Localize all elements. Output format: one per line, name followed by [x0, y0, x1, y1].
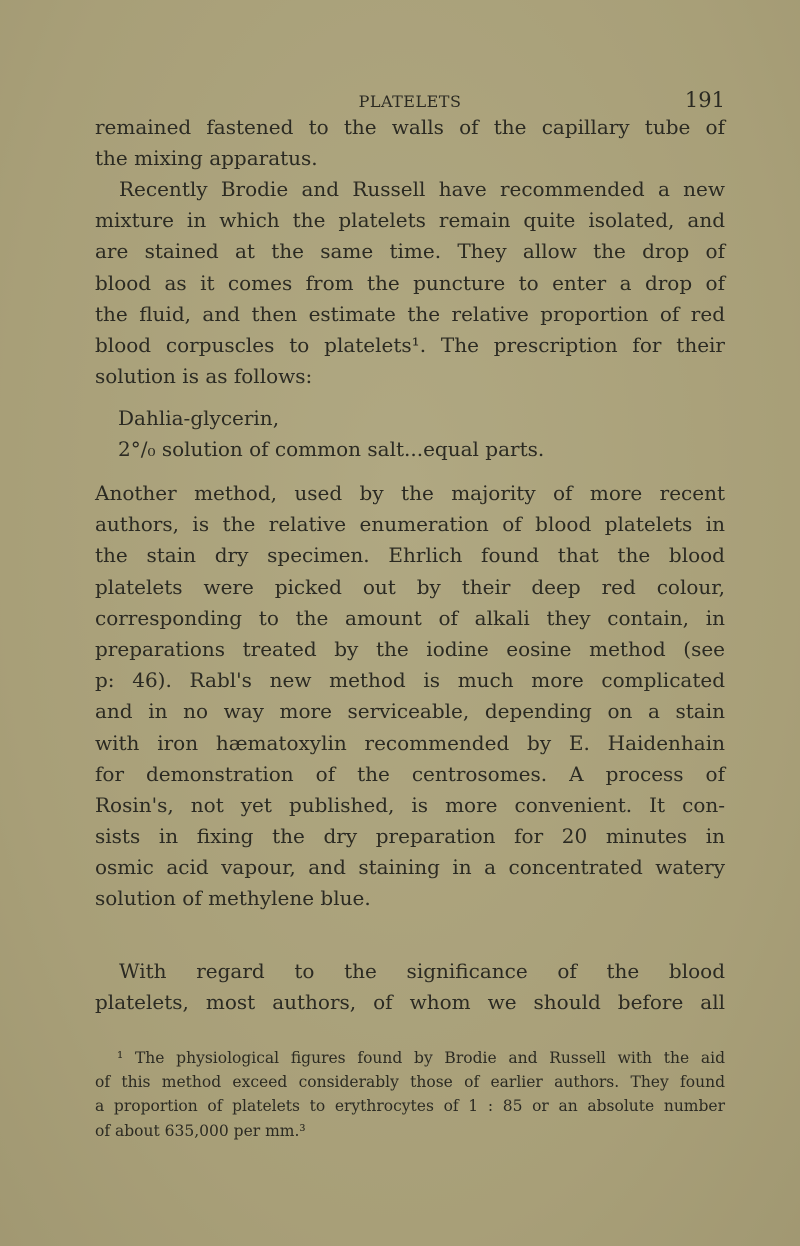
- paragraph: [95, 174, 725, 392]
- formula-block: [95, 403, 725, 465]
- paragraph: [95, 478, 725, 915]
- text-line: solution is as follows:: [95, 364, 313, 389]
- text-line: authors, is the relative enumeration of blood platelets in: [95, 512, 725, 537]
- text-line: for demonstration of the centrosomes. A process of: [95, 761, 725, 786]
- footnote-line: of about 635,000 per mm.³: [95, 1121, 306, 1140]
- text-line: mixture in which the platelets remain quite isolated, and: [95, 208, 725, 233]
- text-line: Rosin's, not yet published, is more convenient. It con-: [95, 792, 725, 817]
- text-line: 2°/₀ solution of common salt...equal parts.: [118, 437, 545, 462]
- text-line: With regard to the significance of the blood: [119, 959, 725, 983]
- footnote: [95, 1046, 725, 1143]
- page-header: [95, 88, 725, 114]
- text-line: and in no way more serviceable, depending on a stain: [95, 699, 725, 724]
- text-line: solution of methylene blue.: [95, 886, 371, 911]
- text-line: are stained at the same time. They allow the drop of: [95, 239, 725, 264]
- running-title: PLATELETS: [358, 92, 462, 111]
- text-line: blood corpuscles to platelets¹. The prescription for their: [95, 332, 725, 357]
- text-line: Another method, used by the majority of more recent: [95, 481, 725, 505]
- footnote-line: of this method exceed considerably those of earlier authors. They found: [95, 1073, 725, 1092]
- page-number: 191: [684, 88, 725, 112]
- text-line: corresponding to the amount of alkali they contain, in: [95, 605, 725, 630]
- text-line: the stain dry specimen. Ehrlich found that the blood: [95, 543, 725, 568]
- text-line: Dahlia-glycerin,: [118, 406, 280, 430]
- text-line: osmic acid vapour, and staining in a concentrated watery: [95, 855, 725, 880]
- paragraph: [95, 112, 725, 174]
- text-line: the fluid, and then estimate the relative proportion of red: [95, 301, 725, 326]
- text-line: Recently Brodie and Russell have recommended a new: [119, 177, 725, 201]
- paragraph: [95, 956, 725, 1018]
- text-line: sists in fixing the dry preparation for 20 minutes in: [95, 824, 725, 849]
- text-line: platelets were picked out by their deep red colour,: [95, 574, 725, 599]
- text-line: platelets, most authors, of whom we should before all: [95, 990, 725, 1015]
- footnote-line: a proportion of platelets to erythrocytes of 1 : 85 or an absolute number: [95, 1097, 725, 1116]
- text-line: preparations treated by the iodine eosine method (see: [95, 636, 725, 661]
- footnote-line: ¹ The physiological figures found by Brodie and Russell with the aid: [117, 1049, 725, 1067]
- text-line: the mixing apparatus.: [95, 146, 318, 171]
- text-line: with iron hæmatoxylin recommended by E. Haidenhain: [95, 730, 725, 755]
- text-line: blood as it comes from the puncture to enter a drop of: [95, 270, 725, 295]
- text-line: remained fastened to the walls of the capillary tube of: [95, 115, 725, 139]
- text-line: p: 46). Rabl's new method is much more complicated: [95, 668, 725, 693]
